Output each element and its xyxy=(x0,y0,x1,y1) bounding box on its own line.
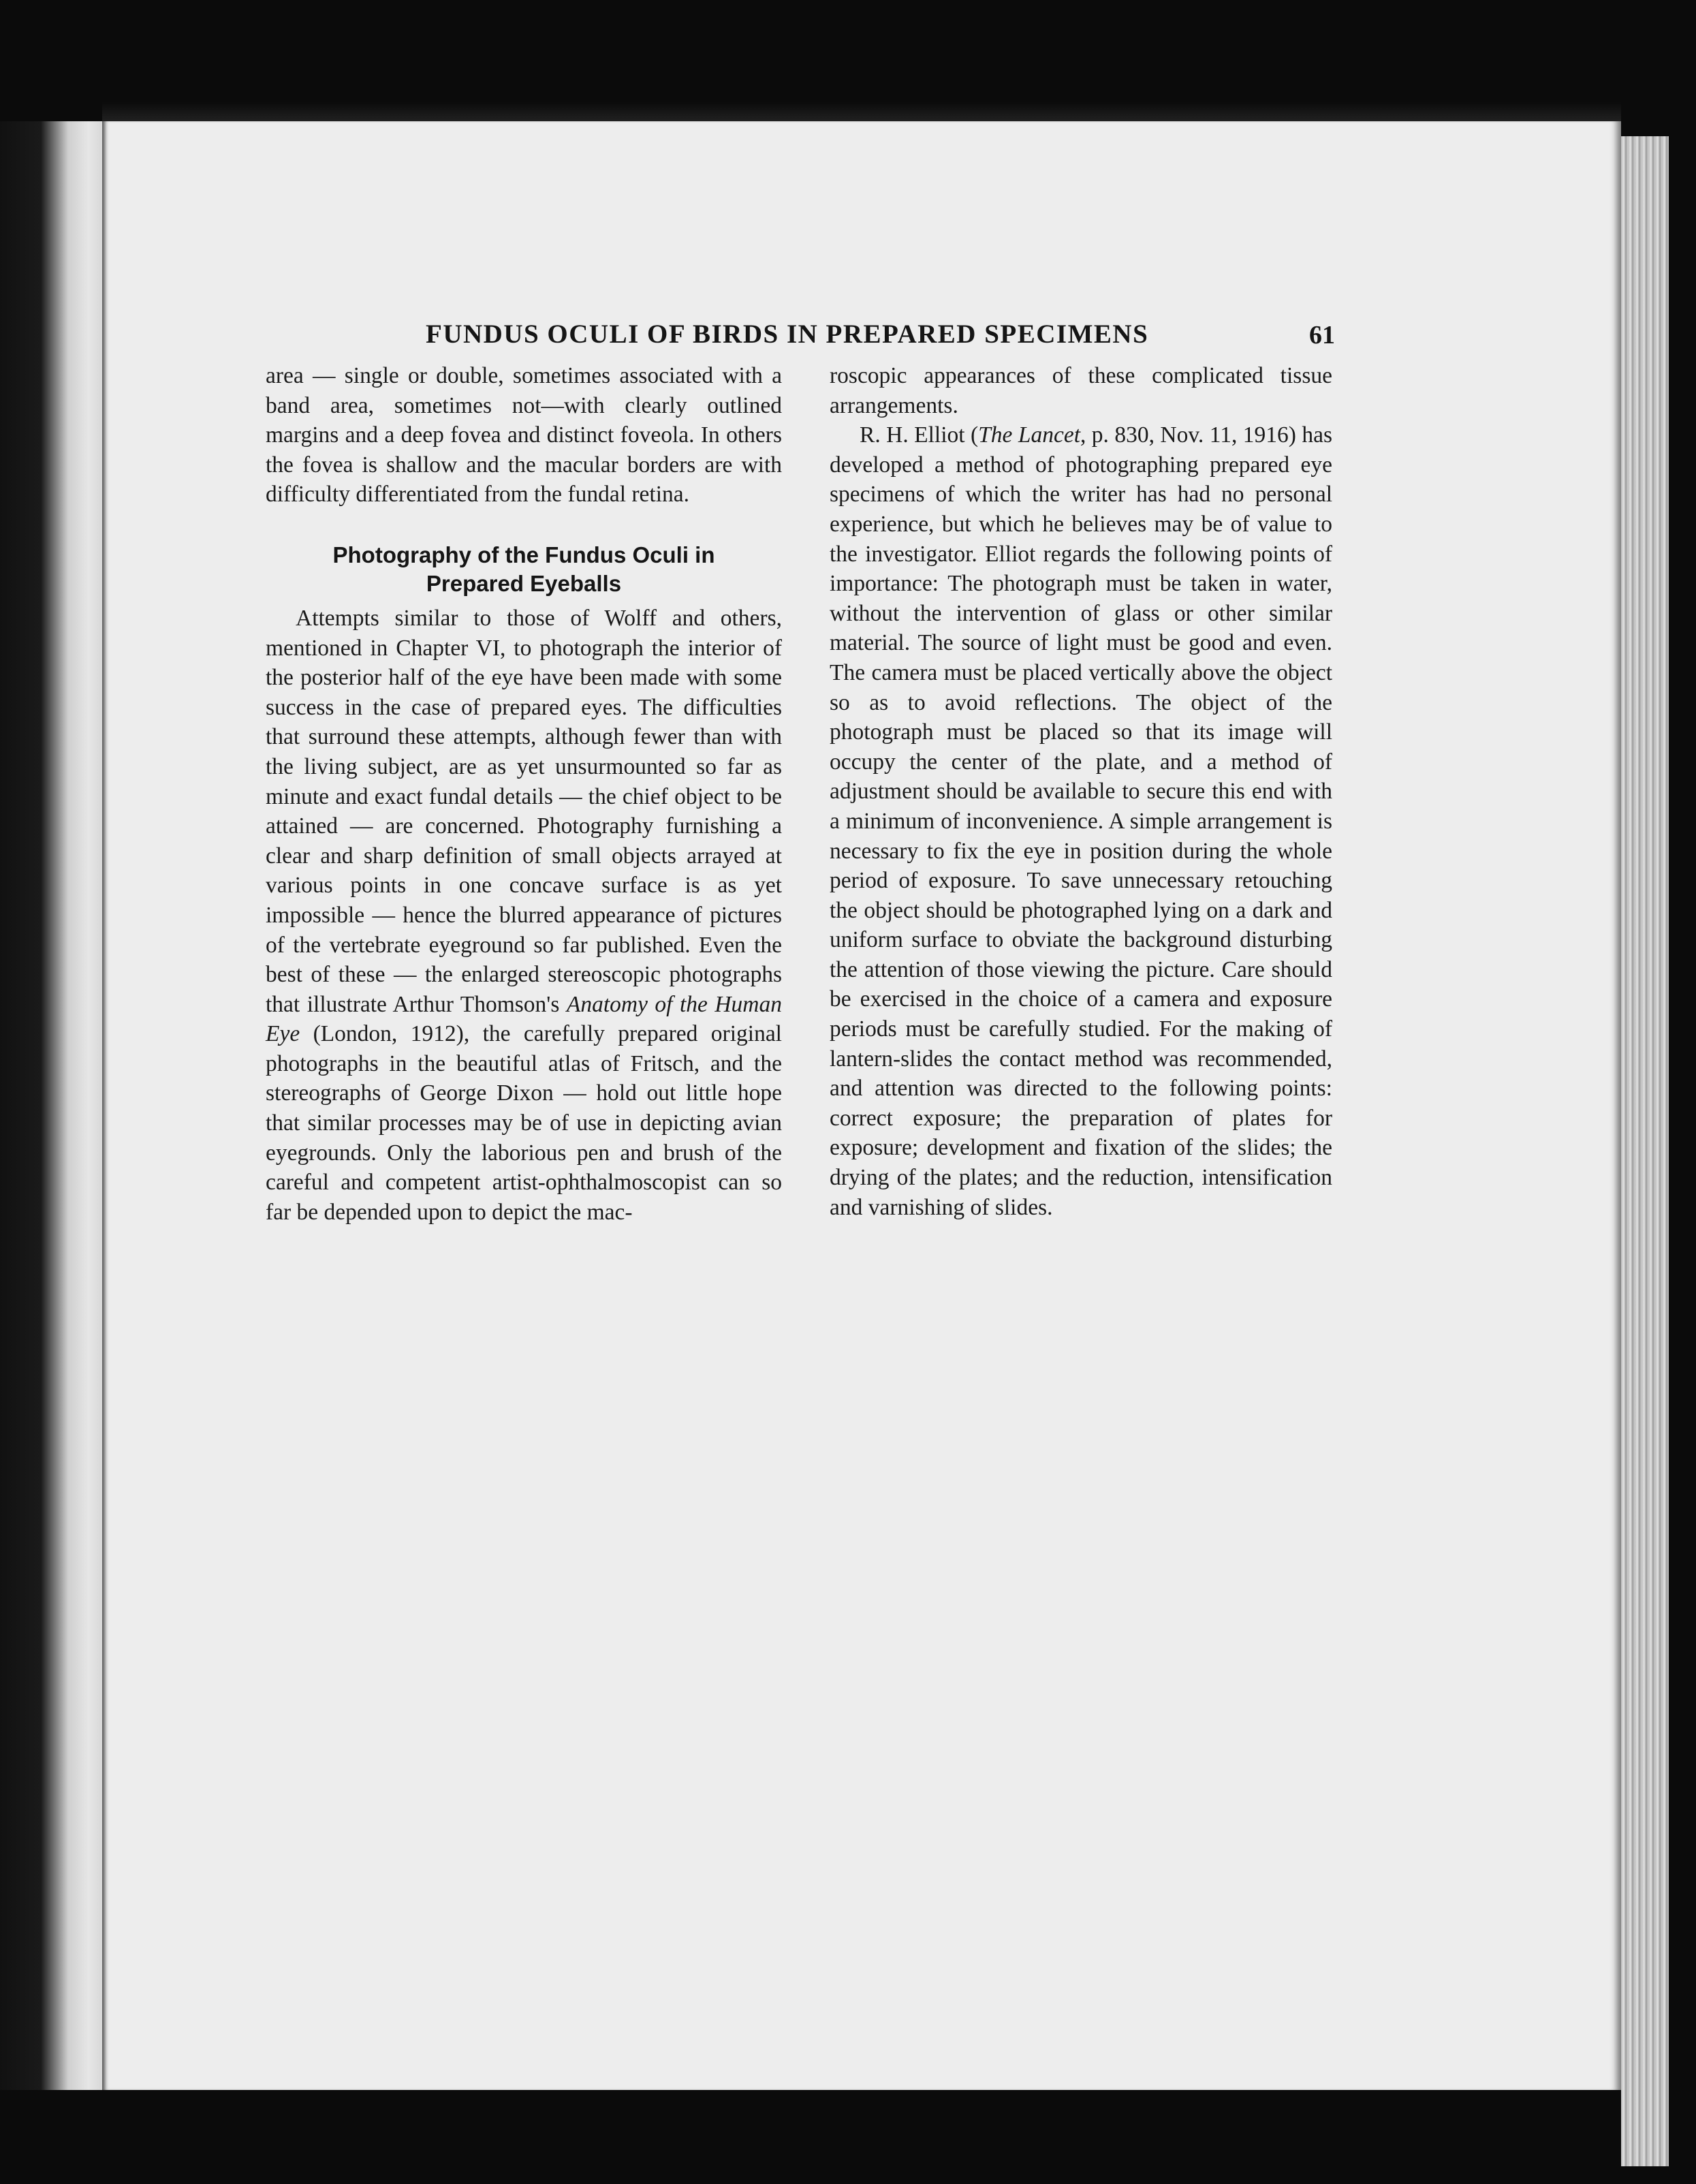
section-heading xyxy=(266,541,782,598)
text-run: Attempts similar to those of Wolff and others, mentioned in Chapter VI, to photograph the interior of the posterior half of the eye have been made with some success in the case of prepared eyes. The difficulties that surround these attempts, although fewer than with the living subject, are as yet unsurmounted so far as minute and exact fundal details — the chief object to be attained — are concerned. Photography furnishing a clear and sharp definition of small objects arrayed at various points in one concave surface is as yet impossible — hence the blurred appearance of pictures of the vertebrate eyeground so far published. Even the best of these — the enlarged stereoscopic photographs that illustrate Arthur Thomson's xyxy=(266,605,782,1017)
journal-title: The Lancet xyxy=(978,422,1081,448)
paragraph: roscopic appearances of these complicated tissue arrangements. xyxy=(830,363,1332,418)
paragraph xyxy=(266,604,782,1227)
text-run: (London, 1912), the carefully prepared original photographs in the beautiful atlas of Fritsch, and the stereographs of George Dixon — hold out little hope that similar processes may be of use in depicting avian eyegrounds. Only the laborious pen and brush of the careful and competent artist-ophthalmoscopist can so far be depended upon to depict the mac- xyxy=(266,1021,782,1225)
paragraph xyxy=(830,420,1332,1222)
text-run: R. H. Elliot ( xyxy=(860,422,979,448)
text-run: , p. 830, Nov. 11, 1916) has developed a method of photographing prepared eye specimens of which the writer has had no personal experience, but which he believes may be of value to the investigator. Elliot regards the following points of importance: The photograph must be taken in water, without the intervention of glass or other similar material. The source of light must be good and even. The camera must be placed vertically above the object so as to avoid reflections. The object of the photograph must be placed so that its image will occupy the center of the plate, and a method of adjustment should be available to secure this end with a minimum of inconvenience. A simple arrangement is necessary to fix the eye in position during the whole period of exposure. To save unnecessary retouching the object should be photographed lying on a dark and uniform surface to obviate the background disturbing the attention of those viewing the picture. Care should be exercised in the choice of a camera and exposure periods must be carefully studied. For the making of lantern-slides the contact method was recommended, and attention was directed to the following points: correct exposure; the preparation of plates for exposure; development and fixation of the slides; the drying of the plates; and the reduction, intensification and varnishing of slides. xyxy=(830,422,1332,1220)
book-gutter xyxy=(0,121,102,2090)
page-number: 61 xyxy=(1309,321,1335,349)
page-edges xyxy=(1621,136,1669,2166)
left-column xyxy=(266,361,782,1227)
book-title: Anatomy of the Human Eye xyxy=(266,991,782,1047)
heading-line: Photography of the Fundus Oculi in xyxy=(332,542,715,567)
running-head: FUNDUS OCULI OF BIRDS IN PREPARED SPECIMENS xyxy=(426,319,1149,349)
paragraph: area — single or double, sometimes associated with a band area, sometimes not—with clearly outlined margins and a deep fovea and distinct foveola. In others the fovea is shallow and the macular borders are with difficulty differentiated from the fundal retina. xyxy=(266,363,782,508)
right-column xyxy=(830,361,1332,1222)
heading-line: Prepared Eyeballs xyxy=(426,570,622,596)
